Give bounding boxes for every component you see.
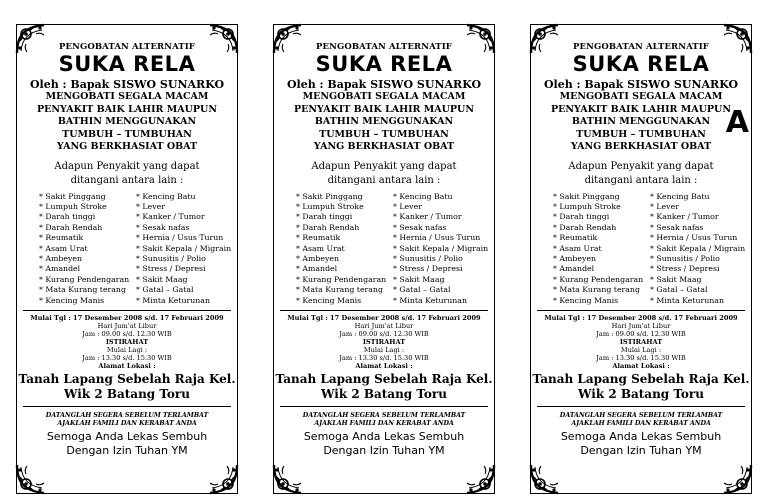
list-item: * Lumpuh Stroke <box>553 201 621 211</box>
slogan-line: TUMBUH – TUMBUHAN <box>319 128 449 140</box>
list-item: * Sakit Kepala / Migrain <box>136 243 232 253</box>
list-item: * Darah Rendah <box>296 222 360 232</box>
list-item: * Stress / Depresi <box>393 264 463 274</box>
list-item: * Amandel <box>553 264 595 274</box>
schedule-off-day: Hari Jum'at Libur <box>354 321 414 330</box>
schedule-hours-afternoon: Jam : 13.30 s/d. 15.30 WIB <box>596 353 686 362</box>
schedule-block <box>274 314 494 370</box>
location <box>531 372 751 402</box>
kicker: PENGOBATAN ALTERNATIF <box>59 42 195 52</box>
flyer-1 <box>16 24 238 494</box>
closing-line: Semoga Anda Lekas Sembuh <box>560 430 722 444</box>
cta-line: AJAKLAH FAMILI DAN KERABAT ANDA <box>571 419 711 428</box>
schedule-rest: ISTIRAHAT <box>105 337 149 346</box>
flyer-title: SUKA RELA <box>58 52 196 76</box>
slogan-line: PENYAKIT BAIK LAHIR MAUPUN <box>36 103 218 115</box>
location-line: Wik 2 Batang Toru <box>321 386 447 401</box>
corner-ornament-icon <box>206 462 240 496</box>
list-item: * Gatal – Gatal <box>650 285 708 295</box>
list-item: * Reumatik <box>39 233 84 243</box>
location-line: Wik 2 Batang Toru <box>64 386 190 401</box>
list-item: * Hernia / Usus Turun <box>393 233 481 243</box>
divider <box>280 406 488 407</box>
list-item: * Lever <box>136 201 165 211</box>
list-item: * Darah tinggi <box>296 212 353 222</box>
location-line: Wik 2 Batang Toru <box>578 386 704 401</box>
disease-column-left <box>296 192 393 306</box>
flyer-content <box>17 42 237 458</box>
schedule-hours-morning: Jam : 09.00 s/d. 12.30 WIB <box>339 329 429 338</box>
flyer-content <box>531 42 751 458</box>
list-item: * Sakit Pinggang <box>553 191 620 201</box>
list-item: * Kanker / Tumor <box>393 212 462 222</box>
slogan-line: BATHIN MENGGUNAKAN <box>571 116 711 127</box>
list-item: * Kencing Manis <box>553 295 619 305</box>
call-to-action <box>531 411 751 427</box>
list-item: * Minta Keturunan <box>393 295 467 305</box>
list-item: * Kencing Batu <box>136 191 196 201</box>
schedule-dates: Mulai Tgl : 17 Desember 2008 s/d. 17 Februari 2009 <box>544 313 738 322</box>
list-item: * Sunusitis / Polio <box>393 253 463 263</box>
list-item: * Kencing Batu <box>650 191 710 201</box>
schedule-resume: Mulai Lagi : <box>620 345 662 354</box>
flyer-content <box>274 42 494 458</box>
closing-text <box>531 430 751 458</box>
list-item: * Asam Urat <box>296 243 345 253</box>
closing-line: Dengan Izin Tuhan YM <box>323 444 445 458</box>
disease-list <box>17 192 237 306</box>
flyer-title: SUKA RELA <box>572 52 710 76</box>
slogan-line: PENYAKIT BAIK LAHIR MAUPUN <box>550 103 732 115</box>
list-item: * Gatal – Gatal <box>393 285 451 295</box>
slogan-block <box>274 91 494 154</box>
list-item: * Mata Kurang terang <box>296 285 383 295</box>
corner-ornament-icon <box>463 462 497 496</box>
byline: Oleh : Bapak SISWO SUNARKO <box>543 78 739 91</box>
location-line: Tanah Lapang Sebelah Raja Kel. <box>18 371 236 386</box>
list-item: * Sakit Pinggang <box>39 191 106 201</box>
list-item: * Reumatik <box>296 233 341 243</box>
list-item: * Kanker / Tumor <box>136 212 205 222</box>
list-item: * Asam Urat <box>553 243 602 253</box>
list-item: * Asam Urat <box>39 243 88 253</box>
divider <box>23 406 231 407</box>
intro-line: ditangani antara lain : <box>327 174 441 186</box>
disease-column-right <box>650 192 745 306</box>
intro-text <box>274 160 494 188</box>
slogan-line: YANG BERKHASIAT OBAT <box>56 141 198 152</box>
slogan-line: MENGOBATI SEGALA MACAM <box>559 91 723 102</box>
slogan-line: MENGOBATI SEGALA MACAM <box>45 91 209 102</box>
flyer-2 <box>273 24 495 494</box>
schedule-dates: Mulai Tgl : 17 Desember 2008 s/d. 17 Februari 2009 <box>30 313 224 322</box>
closing-line: Semoga Anda Lekas Sembuh <box>46 430 208 444</box>
location <box>274 372 494 402</box>
divider <box>280 310 488 311</box>
list-item: * Amandel <box>39 264 81 274</box>
call-to-action <box>17 411 237 427</box>
schedule-hours-afternoon: Jam : 13.30 s/d. 15.30 WIB <box>82 353 172 362</box>
list-item: * Reumatik <box>553 233 598 243</box>
cta-line: DATANGLAH SEGERA SEBELUM TERLAMBAT <box>559 410 723 419</box>
list-item: * Kencing Manis <box>296 295 362 305</box>
location <box>17 372 237 402</box>
list-item: * Ambeyen <box>553 253 597 263</box>
intro-line: Adapun Penyakit yang dapat <box>568 160 714 172</box>
closing-line: Semoga Anda Lekas Sembuh <box>303 430 465 444</box>
list-item: * Hernia / Usus Turun <box>650 233 738 243</box>
closing-text <box>17 430 237 458</box>
list-item: * Sakit Maag <box>393 274 445 284</box>
intro-line: ditangani antara lain : <box>584 174 698 186</box>
list-item: * Minta Keturunan <box>650 295 724 305</box>
list-item: * Lumpuh Stroke <box>296 201 364 211</box>
closing-line: Dengan Izin Tuhan YM <box>66 444 188 458</box>
list-item: * Kanker / Tumor <box>650 212 719 222</box>
list-item: * Mata Kurang terang <box>39 285 126 295</box>
address-label: Alamat Lokasi : <box>98 361 156 370</box>
list-item: * Ambeyen <box>296 253 340 263</box>
intro-line: ditangani antara lain : <box>70 174 184 186</box>
divider <box>537 310 745 311</box>
closing-line: Dengan Izin Tuhan YM <box>580 444 702 458</box>
slogan-line: TUMBUH – TUMBUHAN <box>576 128 706 140</box>
list-item: * Sakit Pinggang <box>296 191 363 201</box>
cta-line: AJAKLAH FAMILI DAN KERABAT ANDA <box>314 419 454 428</box>
list-item: * Stress / Depresi <box>136 264 206 274</box>
list-item: * Sunusitis / Polio <box>650 253 720 263</box>
cta-line: DATANGLAH SEGERA SEBELUM TERLAMBAT <box>302 410 466 419</box>
overflow-letter: A <box>725 105 749 140</box>
list-item: * Sakit Kepala / Migrain <box>393 243 489 253</box>
slogan-line: PENYAKIT BAIK LAHIR MAUPUN <box>293 103 475 115</box>
location-line: Tanah Lapang Sebelah Raja Kel. <box>275 371 493 386</box>
disease-column-right <box>136 192 231 306</box>
list-item: * Kencing Manis <box>39 295 105 305</box>
list-item: * Lever <box>650 201 679 211</box>
list-item: * Darah Rendah <box>39 222 103 232</box>
list-item: * Mata Kurang terang <box>553 285 640 295</box>
slogan-block <box>17 91 237 154</box>
list-item: * Darah tinggi <box>553 212 610 222</box>
schedule-dates: Mulai Tgl : 17 Desember 2008 s/d. 17 Februari 2009 <box>287 313 481 322</box>
list-item: * Minta Keturunan <box>136 295 210 305</box>
list-item: * Kurang Pendengaran <box>39 274 130 284</box>
kicker: PENGOBATAN ALTERNATIF <box>316 42 452 52</box>
schedule-block <box>17 314 237 370</box>
flyer-title: SUKA RELA <box>315 52 453 76</box>
list-item: * Kencing Batu <box>393 191 453 201</box>
slogan-line: YANG BERKHASIAT OBAT <box>313 141 455 152</box>
closing-text <box>274 430 494 458</box>
schedule-block <box>531 314 751 370</box>
slogan-block <box>531 91 751 154</box>
divider <box>23 310 231 311</box>
corner-ornament-icon <box>720 462 754 496</box>
schedule-off-day: Hari Jum'at Libur <box>611 321 671 330</box>
call-to-action <box>274 411 494 427</box>
schedule-off-day: Hari Jum'at Libur <box>97 321 157 330</box>
disease-column-left <box>553 192 650 306</box>
list-item: * Ambeyen <box>39 253 83 263</box>
schedule-hours-afternoon: Jam : 13.30 s/d. 15.30 WIB <box>339 353 429 362</box>
intro-line: Adapun Penyakit yang dapat <box>54 160 200 172</box>
corner-ornament-icon <box>271 462 305 496</box>
schedule-hours-morning: Jam : 09.00 s/d. 12.30 WIB <box>596 329 686 338</box>
byline: Oleh : Bapak SISWO SUNARKO <box>286 78 482 91</box>
list-item: * Stress / Depresi <box>650 264 720 274</box>
list-item: * Sakit Maag <box>136 274 188 284</box>
slogan-line: BATHIN MENGGUNAKAN <box>57 116 197 127</box>
list-item: * Darah tinggi <box>39 212 96 222</box>
list-item: * Sunusitis / Polio <box>136 253 206 263</box>
cta-line: DATANGLAH SEGERA SEBELUM TERLAMBAT <box>45 410 209 419</box>
location-line: Tanah Lapang Sebelah Raja Kel. <box>532 371 750 386</box>
slogan-line: BATHIN MENGGUNAKAN <box>314 116 454 127</box>
list-item: * Sakit Maag <box>650 274 702 284</box>
list-item: * Hernia / Usus Turun <box>136 233 224 243</box>
list-item: * Sesak nafas <box>393 222 447 232</box>
schedule-resume: Mulai Lagi : <box>363 345 405 354</box>
flyer-3 <box>530 24 752 494</box>
disease-column-right <box>393 192 488 306</box>
schedule-rest: ISTIRAHAT <box>619 337 663 346</box>
list-item: * Sakit Kepala / Migrain <box>650 243 746 253</box>
schedule-rest: ISTIRAHAT <box>362 337 406 346</box>
list-item: * Darah Rendah <box>553 222 617 232</box>
list-item: * Amandel <box>296 264 338 274</box>
schedule-hours-morning: Jam : 09.00 s/d. 12.30 WIB <box>82 329 172 338</box>
intro-line: Adapun Penyakit yang dapat <box>311 160 457 172</box>
list-item: * Lever <box>393 201 422 211</box>
list-item: * Sesak nafas <box>650 222 704 232</box>
schedule-resume: Mulai Lagi : <box>106 345 148 354</box>
slogan-line: TUMBUH – TUMBUHAN <box>62 128 192 140</box>
slogan-line: MENGOBATI SEGALA MACAM <box>302 91 466 102</box>
disease-list <box>274 192 494 306</box>
list-item: * Lumpuh Stroke <box>39 201 107 211</box>
list-item: * Gatal – Gatal <box>136 285 194 295</box>
address-label: Alamat Lokasi : <box>612 361 670 370</box>
slogan-line: YANG BERKHASIAT OBAT <box>570 141 712 152</box>
intro-text <box>531 160 751 188</box>
list-item: * Kurang Pendengaran <box>553 274 644 284</box>
corner-ornament-icon <box>14 462 48 496</box>
byline: Oleh : Bapak SISWO SUNARKO <box>29 78 225 91</box>
intro-text <box>17 160 237 188</box>
list-item: * Kurang Pendengaran <box>296 274 387 284</box>
kicker: PENGOBATAN ALTERNATIF <box>573 42 709 52</box>
disease-list <box>531 192 751 306</box>
divider <box>537 406 745 407</box>
corner-ornament-icon <box>528 462 562 496</box>
list-item: * Sesak nafas <box>136 222 190 232</box>
cta-line: AJAKLAH FAMILI DAN KERABAT ANDA <box>57 419 197 428</box>
address-label: Alamat Lokasi : <box>355 361 413 370</box>
disease-column-left <box>39 192 136 306</box>
